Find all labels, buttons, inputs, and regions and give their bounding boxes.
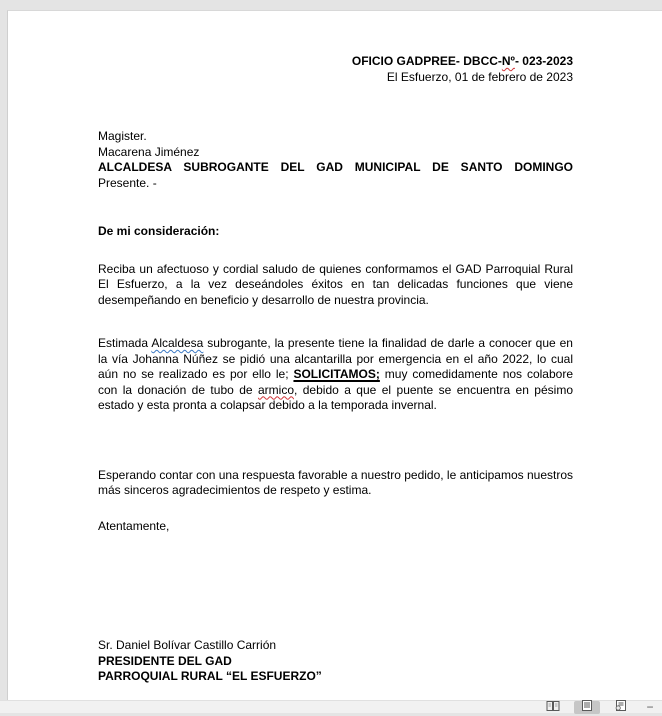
paragraph-request-part4: , debido a que el puente se encuentra en pésimo estado y esta pronta a colapsar debido a la temporada invernal. xyxy=(98,382,573,412)
zoom-out-icon: − xyxy=(646,699,654,714)
status-bar xyxy=(0,700,662,713)
spellcheck-flagged-word: armico xyxy=(257,382,294,397)
solicitamos-emphasis: SOLICITAMOS; xyxy=(293,367,380,381)
read-mode-button[interactable] xyxy=(540,701,566,714)
recipient-title: ALCALDESA SUBROGANTE DEL GAD MUNICIPAL DE SANTO DOMINGO xyxy=(98,160,573,174)
signer-title-2: PARROQUIAL RURAL “EL ESFUERZO” xyxy=(98,669,322,683)
recipient-degree: Magister. xyxy=(98,129,147,143)
paragraph-request xyxy=(98,336,573,414)
recipient-block xyxy=(98,129,573,191)
recipient-presente: Presente. - xyxy=(98,175,157,190)
document-page[interactable] xyxy=(7,10,662,700)
letter-content xyxy=(8,11,662,685)
oficio-number-line xyxy=(98,54,573,70)
date-line: El Esfuerzo, 01 de febrero de 2023 xyxy=(386,69,573,84)
recipient-name: Macarena Jiménez xyxy=(98,144,200,159)
print-layout-button[interactable] xyxy=(574,701,600,714)
oficio-number-pre: OFICIO GADPREE- DBCC- xyxy=(351,54,502,68)
signature-block xyxy=(98,638,573,685)
paragraph-request-part1: Estimada xyxy=(98,336,152,350)
closing: Atentamente, xyxy=(98,518,170,533)
paragraph-request-part2: subrogante, la presente tiene la finalidad de darle a conocer que en la vía Johanna Núñez se pidió una alcantarilla por emergencia en el año 2022, lo cual aún no se realizado es por ello le; xyxy=(98,336,573,381)
paragraph-thanks: Esperando contar con una respuesta favorable a nuestro pedido, le anticipamos nuestros más sinceros agradecimientos de respeto y estima. xyxy=(98,467,573,497)
print-layout-icon xyxy=(582,698,592,716)
salutation: De mi consideración: xyxy=(98,224,220,238)
oficio-number-post: - 023-2023 xyxy=(514,54,573,68)
zoom-out-button[interactable] xyxy=(642,701,658,714)
grammar-flagged-word: Alcaldesa xyxy=(151,336,204,350)
oficio-number-misspelled: Nº xyxy=(501,54,515,68)
read-mode-icon xyxy=(546,698,560,716)
signer-title-1: PRESIDENTE DEL GAD xyxy=(98,653,232,668)
web-layout-button[interactable] xyxy=(608,701,634,714)
paragraph-request-part3: muy comedidamente nos colabore con la donación de tubo de xyxy=(98,367,573,397)
signer-name: Sr. Daniel Bolívar Castillo Carrión xyxy=(98,638,277,652)
paragraph-greeting: Reciba un afectuoso y cordial saludo de quienes conformamos el GAD Parroquial Rural El Esfuerzo, a la vez deseándoles éxitos en tan delicadas funciones que viene desempeñando en beneficio y desarrollo de nuestra provincia. xyxy=(98,261,573,307)
web-layout-icon xyxy=(615,698,627,716)
